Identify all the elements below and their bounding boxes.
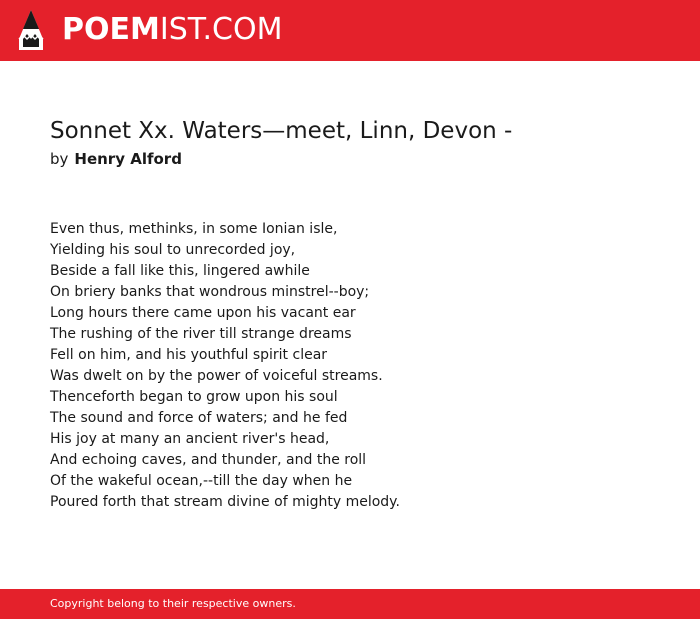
poem-line: Of the wakeful ocean,--till the day when he	[50, 473, 353, 489]
poem-line: Long hours there came upon his vacant ear	[50, 305, 356, 321]
by-label: by	[50, 150, 69, 168]
author-link[interactable]: Henry Alford	[74, 150, 182, 168]
poem-line: Beside a fall like this, lingered awhile	[50, 263, 310, 279]
logo-light-text: IST.COM	[159, 12, 283, 47]
poem-line: Fell on him, and his youthful spirit clear	[50, 347, 328, 363]
poem-line: Even thus, methinks, in some Ionian isle,	[50, 221, 338, 237]
poem-line: Was dwelt on by the power of voiceful streams.	[50, 368, 383, 384]
byline	[50, 149, 182, 169]
poem-line: The sound and force of waters; and he fed	[50, 410, 348, 426]
logo-bold-text: POEM	[62, 12, 160, 47]
site-logo[interactable]	[62, 11, 282, 49]
poem-line: On briery banks that wondrous minstrel--boy;	[50, 284, 370, 300]
site-header	[0, 0, 700, 61]
pencil-icon[interactable]	[17, 9, 45, 51]
poem-body	[50, 219, 400, 513]
poem-line: Yielding his soul to unrecorded joy,	[50, 242, 296, 258]
copyright-text: Copyright belong to their respective owners.	[50, 597, 296, 610]
poem-line: His joy at many an ancient river's head,	[50, 431, 330, 447]
poem-line: Poured forth that stream divine of mighty melody.	[50, 494, 400, 510]
poem-line: And echoing caves, and thunder, and the roll	[50, 452, 367, 468]
site-footer	[0, 589, 700, 619]
poem-line: The rushing of the river till strange dreams	[50, 326, 352, 342]
poem-line: Thenceforth began to grow upon his soul	[50, 389, 338, 405]
poem-title: Sonnet Xx. Waters—meet, Linn, Devon -	[50, 118, 513, 144]
